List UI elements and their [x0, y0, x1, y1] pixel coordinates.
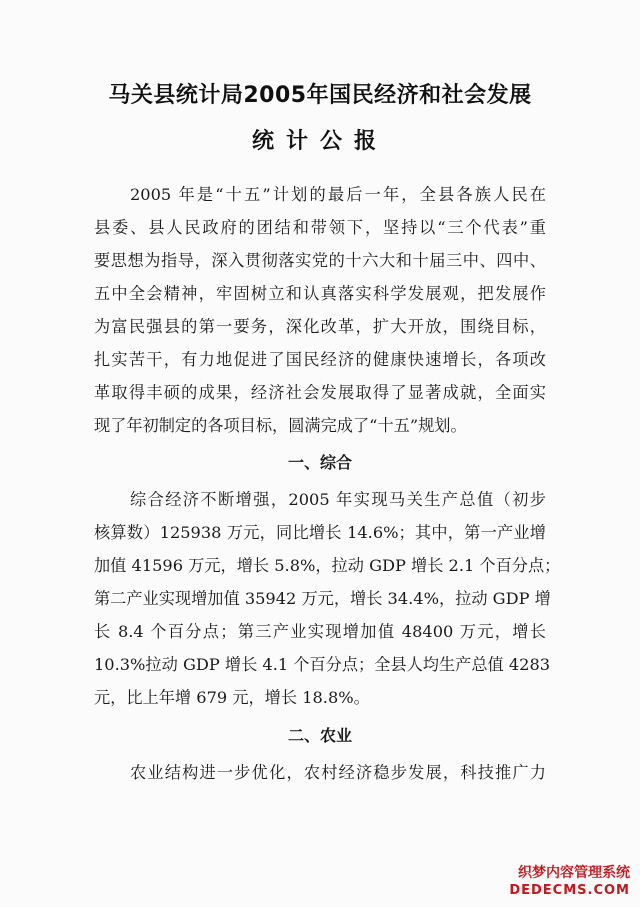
- document-subtitle: 统计公报: [251, 129, 388, 154]
- paragraph-line: 加值 41596 万元，增长 5.8%，拉动 GDP 增长 2.1 个百分点；: [94, 556, 561, 575]
- paragraph-line: 核算数）125938 万元，同比增长 14.6%；其中，第一产业增: [94, 523, 546, 542]
- paragraph-line: 10.3%拉动 GDP 增长 4.1 个百分点；全县人均生产总值 4283: [94, 655, 551, 674]
- section-heading-agriculture: 二、农业: [287, 726, 352, 745]
- paragraph-line: 县委、县人民政府的团结和带领下，坚持以“三个代表”重: [94, 218, 546, 237]
- watermark-line: 织梦内容管理系统: [518, 865, 630, 881]
- paragraph-line: 扎实苦干，有力地促进了国民经济的健康快速增长，各项改: [94, 350, 546, 369]
- paragraph-line: 要思想为指导，深入贯彻落实党的十六大和十届三中、四中、: [94, 251, 546, 270]
- paragraph-line: 现了年初制定的各项目标，圆满完成了“十五”规划。: [94, 416, 467, 435]
- watermark-line: DEDECMS.COM: [509, 883, 630, 898]
- paragraph-line: 长 8.4 个百分点；第三产业实现增加值 48400 万元，增长: [94, 622, 546, 641]
- section-heading-general: 一、综合: [287, 453, 352, 472]
- paragraph-line: 农业结构进一步优化，农村经济稳步发展，科技推广力: [130, 763, 546, 782]
- paragraph-line: 综合经济不断增强，2005 年实现马关生产总值（初步: [130, 490, 546, 509]
- paragraph-line: 五中全会精神，牢固树立和认真落实科学发展观，把发展作: [94, 284, 546, 303]
- paragraph-line: 第二产业实现增加值 35942 万元，增长 34.4%，拉动 GDP 增: [94, 589, 551, 608]
- paragraph-line: 元，比上年增 679 元，增长 18.8%。: [94, 688, 370, 707]
- document-title: 马关县统计局2005年国民经济和社会发展: [108, 83, 532, 108]
- site-watermark: [509, 865, 630, 899]
- paragraph-line: 为富民强县的第一要务，深化改革，扩大开放，围绕目标，: [94, 317, 546, 336]
- paragraph-line: 革取得丰硕的成果，经济社会发展取得了显著成就，全面实: [94, 383, 546, 402]
- paragraph-line: 2005 年是“十五”计划的最后一年，全县各族人民在: [130, 185, 546, 204]
